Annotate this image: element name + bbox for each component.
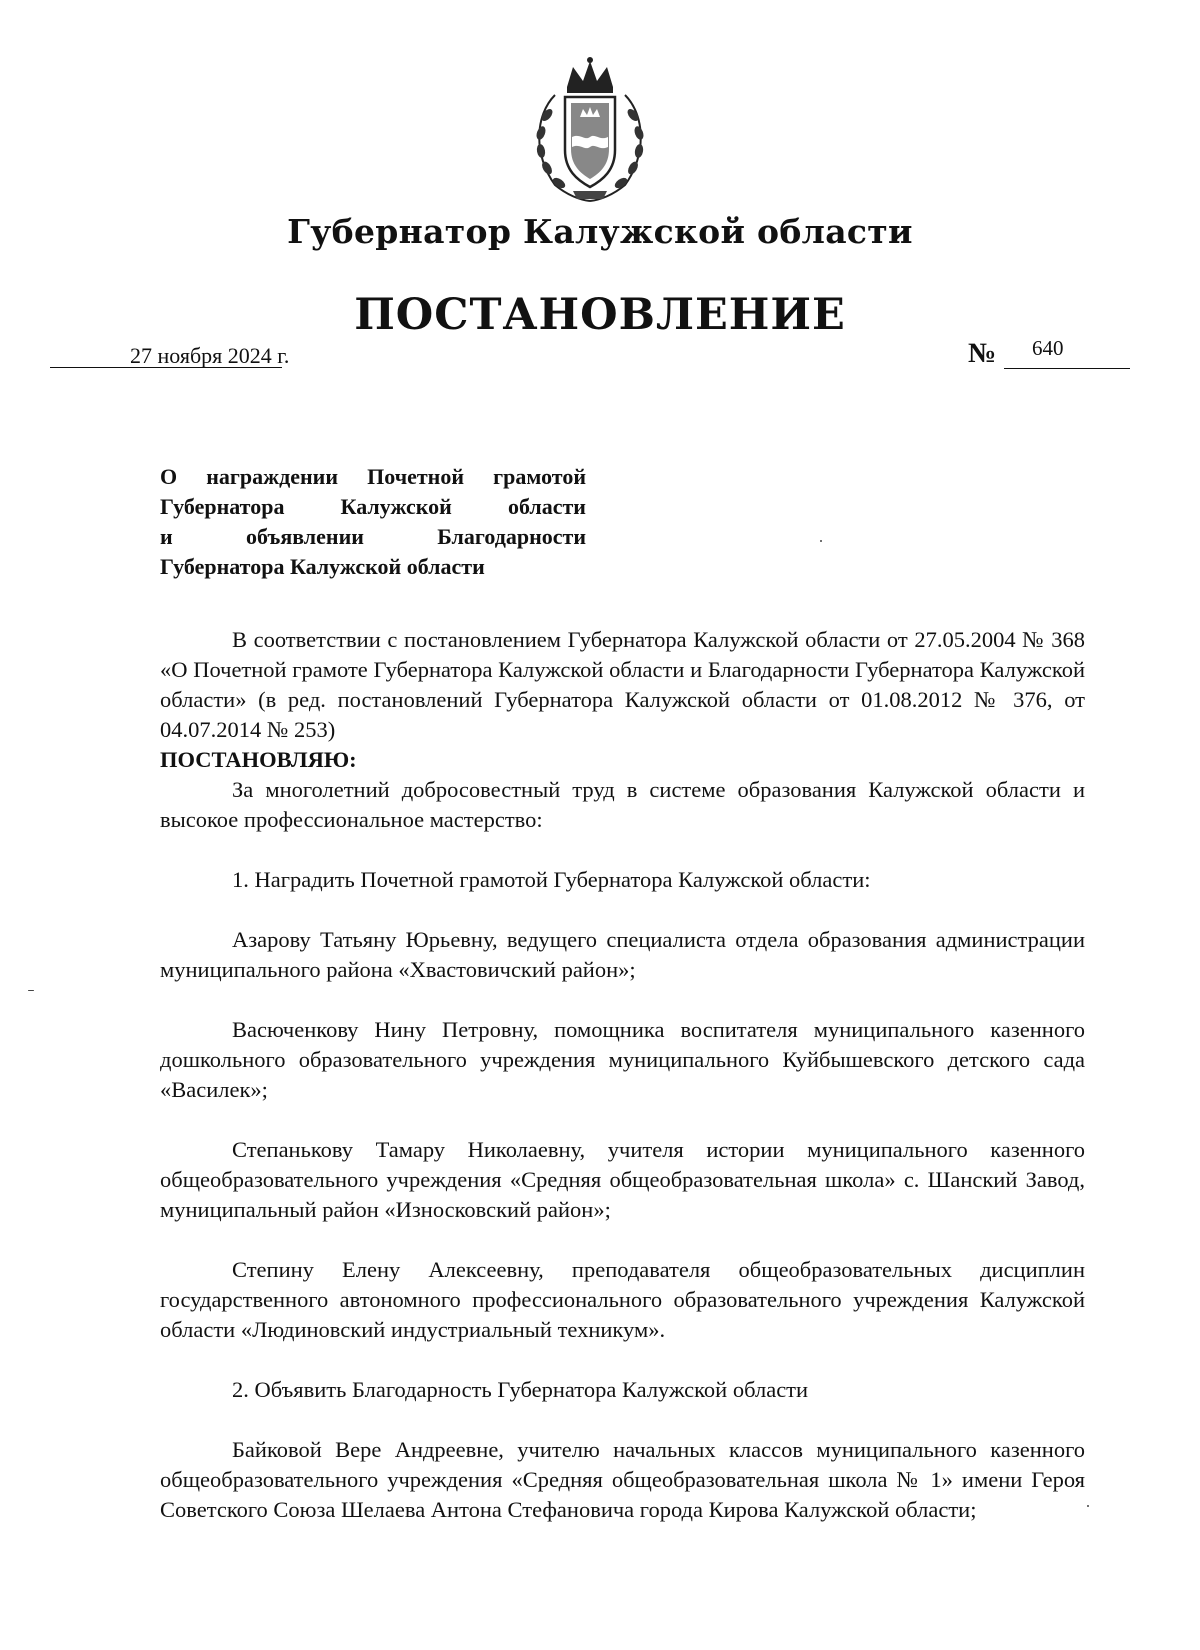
number-underline [1004,368,1130,369]
awardee-paragraph: Байковой Вере Андреевне, учителю начальных классов муниципального казенного общеобразовательного учреждения «Средняя общеобразовательная школа № 1» имени Героя Советского Союза Шелаева Антона Стефановича города Кирова Калужской области; [160,1437,1085,1522]
subject-line: Губернатора Калужской области [160,494,586,519]
number-value: 640 [1032,336,1064,360]
document-type-title: ПОСТАНОВЛЕНИЕ [354,290,846,340]
awardee-paragraph: Азарову Татьяну Юрьевну, ведущего специалиста отдела образования администрации муниципального района «Хвастовичский район»; [160,927,1085,982]
document-date [50,343,289,369]
scan-speck [820,540,822,542]
number-sign: № [968,338,997,369]
subject-line: и объявлении Благодарности [160,524,586,549]
awardee-paragraph: Васюченкову Нину Петровну, помощника воспитателя муниципального казенного дошкольного образовательного учреждения муниципального Куйбышевского детского сада «Василек»; [160,1017,1085,1102]
preamble-paragraph: В соответствии с постановлением Губернатора Калужской области от 27.05.2004 № 368 «О Почетной грамоте Губернатора Калужской области и Благодарности Губернатора Калужской области» (в ред. постановлений Губернатора Калужской области от 01.08.2012 № 376, от 04.07.2014 № 253) [160,627,1085,742]
subject-line: Губернатора Калужской области [160,554,485,579]
awardee-paragraph: Степанькову Тамару Николаевну, учителя истории муниципального казенного общеобразовательного учреждения «Средняя общеобразовательная школа» с. Шанский Завод, муниципальный район «Износковский район»; [160,1137,1085,1222]
coat-of-arms-icon [525,55,655,205]
issuing-authority: Губернатор Калужской области [287,212,913,251]
reason-paragraph: За многолетний добросовестный труд в системе образования Калужской области и высокое профессиональное мастерство: [160,777,1085,832]
date-text: 27 ноября 2024 г. [130,343,290,368]
subject-heading [160,462,586,582]
item1-heading: 1. Наградить Почетной грамотой Губернатора Калужской области: [232,867,871,892]
decree-word: ПОСТАНОВЛЯЮ: [160,747,357,772]
item2-heading: 2. Объявить Благодарность Губернатора Калужской области [232,1377,809,1402]
scan-speck [28,990,34,991]
awardee-paragraph: Степину Елену Алексеевну, преподавателя общеобразовательных дисциплин государственного автономного профессионального образовательного учреждения Калужской области «Людиновский индустриальный техникум». [160,1257,1085,1342]
document-body [160,625,1085,1525]
scan-speck [1087,1505,1089,1507]
document-number [968,336,1064,370]
subject-line: О награждении Почетной грамотой [160,464,586,489]
